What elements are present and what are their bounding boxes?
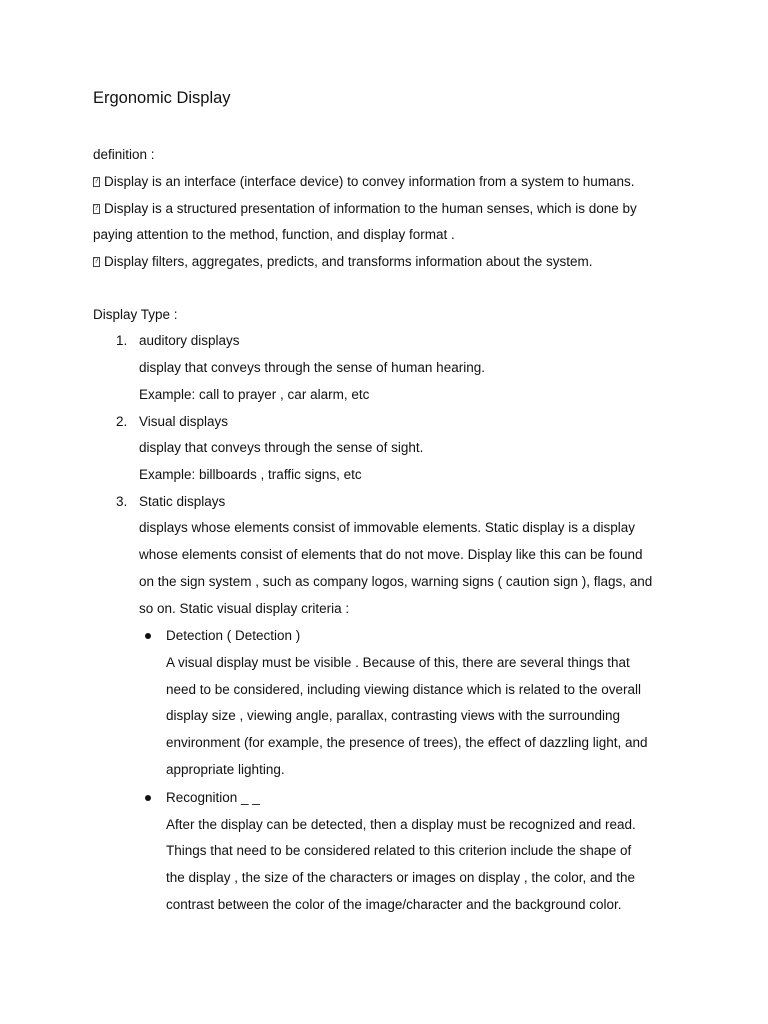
criterion-text: A visual display must be visible . Because of this, there are several things that bbox=[166, 655, 630, 670]
criterion-text: Things that need to be considered related to this criterion include the shape of bbox=[166, 843, 632, 858]
criterion-text: appropriate lighting. bbox=[166, 762, 285, 777]
missing-glyph-icon bbox=[93, 204, 100, 214]
definition-point-1 bbox=[93, 173, 634, 191]
definition-point-3-text: Display filters, aggregates, predicts, and transforms information about the system. bbox=[104, 254, 593, 269]
list-item-label: Visual displays bbox=[139, 414, 229, 429]
list-item-text: so on. Static visual display criteria : bbox=[139, 601, 350, 616]
criterion-text: After the display can be detected, then a display must be recognized and read. bbox=[166, 817, 636, 832]
criterion-text: display size , viewing angle, parallax, contrasting views with the surrounding bbox=[166, 708, 620, 723]
list-item-text: whose elements consist of elements that do not move. Display like this can be found bbox=[139, 547, 643, 562]
display-type-heading: Display Type : bbox=[93, 307, 178, 322]
criterion-text: environment (for example, the presence of trees), the effect of dazzling light, and bbox=[166, 735, 648, 750]
bullet-dot-icon bbox=[145, 795, 151, 801]
criterion-text: contrast between the color of the image/character and the background color. bbox=[166, 897, 622, 912]
list-item-text: Example: billboards , traffic signs, etc bbox=[139, 467, 362, 482]
list-item-text: display that conveys through the sense of human hearing. bbox=[139, 360, 485, 375]
bullet-dot-icon bbox=[145, 633, 151, 639]
list-number: 2. bbox=[116, 414, 128, 429]
criterion-text: the display , the size of the characters or images on display , the color, and the bbox=[166, 870, 636, 885]
missing-glyph-icon bbox=[93, 177, 100, 187]
criterion-text: need to be considered, including viewing distance which is related to the overall bbox=[166, 682, 642, 697]
definition-point-3 bbox=[93, 253, 592, 271]
criterion-label: Recognition _ _ bbox=[166, 790, 260, 805]
list-item-text: displays whose elements consist of immovable elements. Static display is a display bbox=[139, 520, 635, 535]
list-item-label: Static displays bbox=[139, 494, 226, 509]
definition-point-2 bbox=[93, 200, 637, 218]
definition-heading: definition : bbox=[93, 147, 155, 162]
list-number: 1. bbox=[116, 333, 128, 348]
missing-glyph-icon bbox=[93, 257, 100, 267]
definition-point-2-text-cont: , which is done by bbox=[529, 201, 637, 216]
definition-point-2-text: Display is a structured presentation of information to the human senses bbox=[104, 201, 530, 216]
list-item-text: on the sign system , such as company logos, warning signs ( caution sign ), flags, and bbox=[139, 574, 653, 589]
document-title: Ergonomic Display bbox=[93, 89, 231, 107]
criterion-label: Detection ( Detection ) bbox=[166, 628, 301, 643]
list-item-label: auditory displays bbox=[139, 333, 240, 348]
list-number: 3. bbox=[116, 494, 128, 509]
definition-point-1-text: Display is an interface (interface device) to convey information from a system to humans. bbox=[104, 174, 635, 189]
list-item-text: Example: call to prayer , car alarm, etc bbox=[139, 387, 370, 402]
list-item-text: display that conveys through the sense of sight. bbox=[139, 440, 424, 455]
definition-point-2-line-2: paying attention to the method, function, and display format . bbox=[93, 227, 455, 242]
